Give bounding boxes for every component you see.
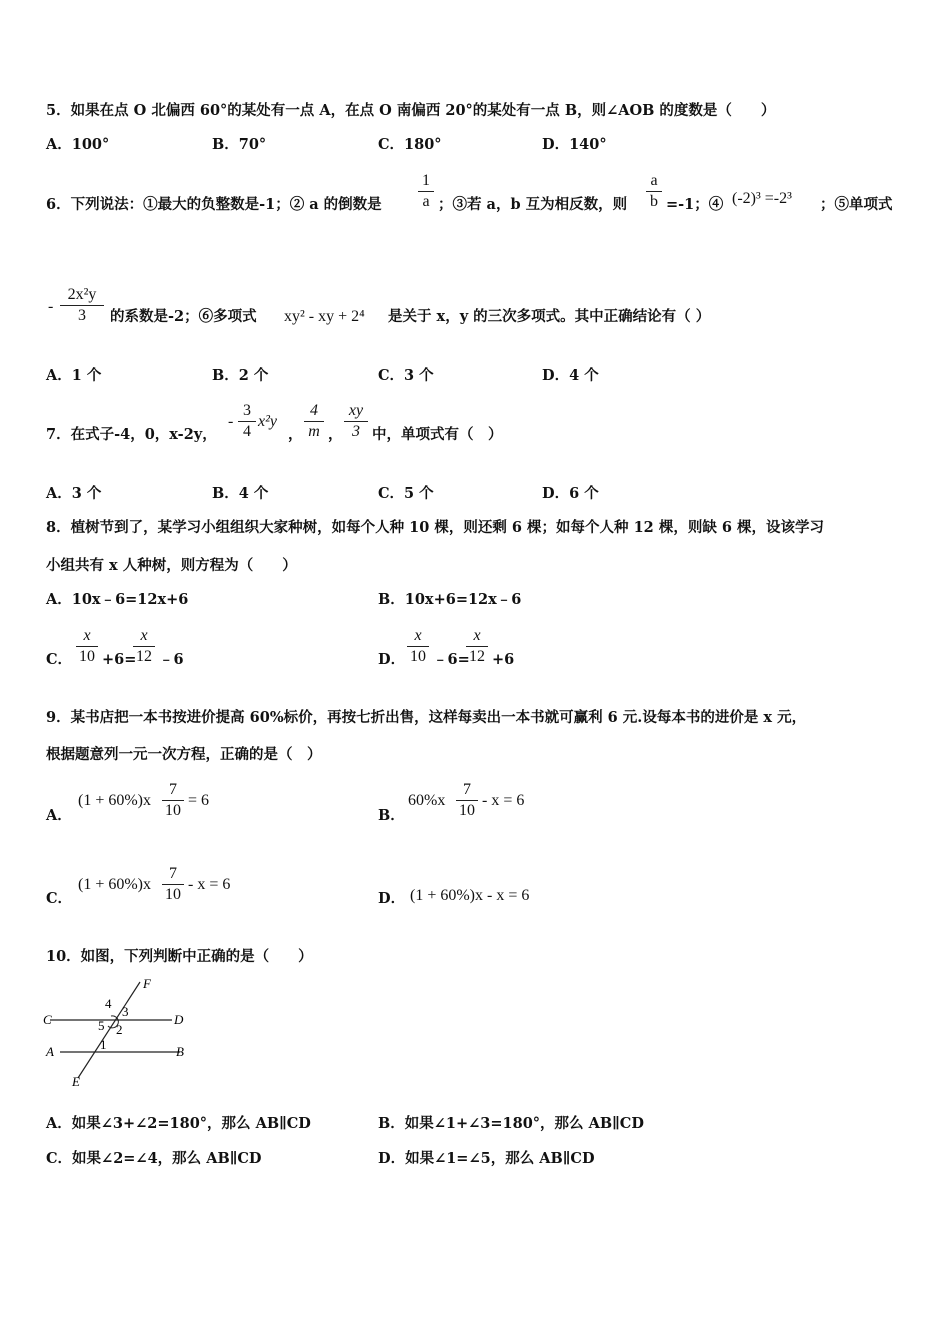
q9-stem-line2: 根据题意列一元一次方程，正确的是（ ） (46, 746, 322, 763)
q6-expression-4: (-2)³ =-2³ (732, 190, 792, 207)
q9-option-a-post: = 6 (188, 792, 210, 809)
q9-option-b-post: - x = 6 (482, 792, 525, 809)
q6-option-a[interactable]: A．1 个 (46, 367, 102, 384)
q8-option-d-fraction2: x 12 (466, 627, 488, 666)
q8-option-c-label: C． (46, 651, 73, 668)
q7-fraction2: 4 m (304, 402, 324, 441)
q8-option-c-fraction1: x 10 (76, 627, 98, 666)
q7-text-part1: 7．在式子-4，0，x-2y， (46, 426, 217, 443)
q9-option-c-pre: (1 + 60%)x (78, 876, 152, 893)
q8-option-c-tail: ﹣6 (159, 651, 184, 668)
q6-text-part5: 的系数是-2；⑥多项式 (110, 308, 257, 325)
q9-option-b-pre: 60%x (408, 792, 446, 809)
q6-ab-fraction: a b (646, 172, 662, 211)
q9-option-c-label: C． (46, 890, 73, 907)
q8-option-d-label: D． (378, 651, 406, 668)
q7-fraction1: 3 4 (238, 402, 256, 441)
q7-option-d[interactable]: D．6 个 (542, 485, 599, 502)
q7-separator2: ， (328, 426, 343, 443)
q5-stem: 5．如果在点 O 北偏西 60°的某处有一点 A，在点 O 南偏西 20°的某处有一点 B，则∠AOB 的度数是（ ） (46, 102, 776, 119)
q10-option-c[interactable]: C．如果∠2=∠4，那么 AB∥CD (46, 1150, 262, 1167)
label-angle-3: 3 (122, 1004, 129, 1019)
q6-option-b[interactable]: B．2 个 (212, 367, 269, 384)
q7-fraction1-tail: x²y (258, 413, 277, 430)
q9-option-a-fraction: 7 10 (162, 781, 184, 820)
q7-fraction1-sign: - (228, 413, 234, 430)
label-f: F (143, 976, 151, 991)
q8-stem-line1: 8．植树节到了，某学习小组组织大家种树，如每个人种 10 棵，则还剩 6 棵；如每个人种 12 棵，则缺 6 棵，设该学习 (46, 519, 825, 536)
q7-separator1: ， (288, 426, 303, 443)
q5-option-d[interactable]: D．140° (542, 136, 607, 153)
q10-option-d[interactable]: D．如果∠1=∠5，那么 AB∥CD (378, 1150, 595, 1167)
q8-option-c-fraction2: x 12 (133, 627, 155, 666)
q9-option-c-post: - x = 6 (188, 876, 231, 893)
q8-option-c-mid: +6= (102, 651, 137, 668)
q5-option-b[interactable]: B．70° (212, 136, 267, 153)
q9-option-a-label: A． (46, 807, 72, 824)
q8-option-d-fraction1: x 10 (407, 627, 429, 666)
q8-option-a[interactable]: A．10x﹣6=12x+6 (46, 591, 189, 608)
q7-option-a[interactable]: A．3 个 (46, 485, 102, 502)
q7-text-part2: 中，单项式有（ ） (372, 426, 503, 443)
q6-text-part4: ；⑤单项式 (820, 196, 893, 213)
label-e: E (72, 1074, 80, 1089)
q10-geometry-figure (40, 972, 200, 1092)
q10-option-a[interactable]: A．如果∠3+∠2=180°，那么 AB∥CD (46, 1115, 311, 1132)
label-angle-4: 4 (105, 996, 112, 1011)
q6-monomial-sign: - (48, 298, 54, 315)
q8-option-d-mid: ﹣6= (433, 651, 470, 668)
q9-option-c-fraction: 7 10 (162, 865, 184, 904)
q7-option-b[interactable]: B．4 个 (212, 485, 269, 502)
q9-option-b-label: B． (378, 807, 405, 824)
q6-text-part6: 是关于 x，y 的三次多项式。其中正确结论有（ ） (388, 308, 711, 325)
q6-option-d[interactable]: D．4 个 (542, 367, 599, 384)
q6-monomial-fraction: 2x²y 3 (60, 286, 104, 325)
label-angle-5: 5 (98, 1018, 105, 1033)
q6-option-c[interactable]: C．3 个 (378, 367, 434, 384)
label-c: C (43, 1012, 52, 1027)
q9-stem-line1: 9．某书店把一本书按进价提高 60%标价，再按七折出售，这样每卖出一本书就可赢利 6 元.设每本书的进价是 x 元， (46, 709, 807, 726)
q8-option-d-tail: +6 (492, 651, 515, 668)
q10-stem: 10．如图，下列判断中正确的是（ ） (46, 948, 313, 965)
label-a: A (46, 1044, 54, 1059)
q8-option-b[interactable]: B．10x+6=12x﹣6 (378, 591, 522, 608)
q6-text-part3: =-1；④ (666, 196, 724, 213)
label-b: B (176, 1044, 184, 1059)
q6-text-part1: 6．下列说法：①最大的负整数是-1；② a 的倒数是 (46, 196, 382, 213)
q9-option-d-label: D． (378, 890, 406, 907)
q9-option-a-pre: (1 + 60%)x (78, 792, 152, 809)
q6-polynomial: xy² - xy + 2⁴ (284, 308, 365, 325)
q9-option-d-expression: (1 + 60%)x - x = 6 (410, 887, 530, 904)
q5-option-a[interactable]: A．100° (46, 136, 110, 153)
q6-text-part2: ；③若 a，b 互为相反数，则 (438, 196, 628, 213)
q8-stem-line2: 小组共有 x 人种树，则方程为（ ） (46, 557, 297, 574)
q9-option-b-fraction: 7 10 (456, 781, 478, 820)
label-d: D (174, 1012, 184, 1027)
q5-option-c[interactable]: C．180° (378, 136, 442, 153)
label-angle-2: 2 (116, 1022, 123, 1037)
q7-option-c[interactable]: C．5 个 (378, 485, 434, 502)
q10-option-b[interactable]: B．如果∠1+∠3=180°，那么 AB∥CD (378, 1115, 644, 1132)
q7-fraction3: xy 3 (344, 402, 368, 441)
label-angle-1: 1 (100, 1037, 107, 1052)
q6-reciprocal-fraction: 1 a (418, 172, 434, 211)
